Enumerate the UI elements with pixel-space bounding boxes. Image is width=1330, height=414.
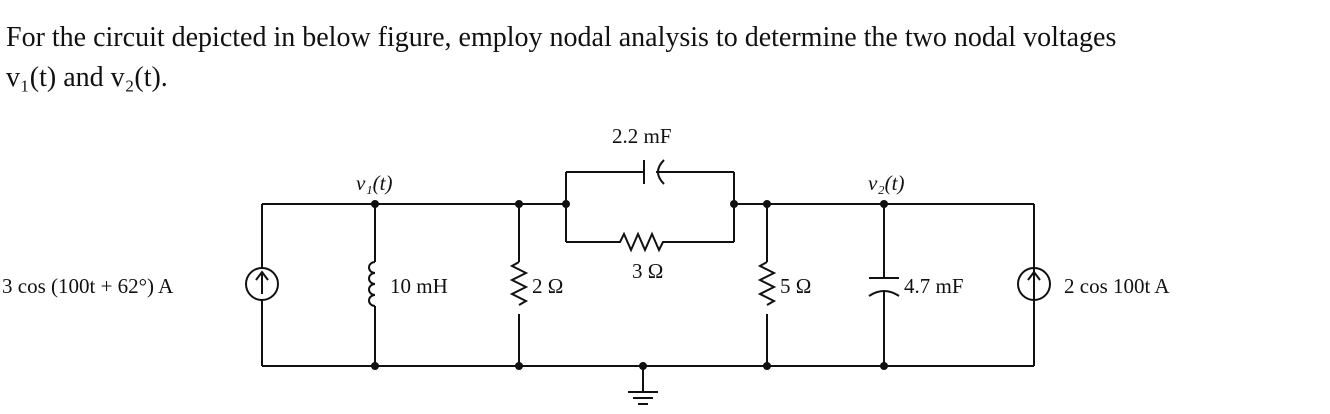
node-v1-label: v₁(t)	[356, 171, 393, 195]
resistor-2-label: 2 Ω	[532, 274, 564, 298]
question-line-1: For the circuit depicted in below figure, employ nodal analysis to determine the two nodal voltages	[6, 22, 1117, 53]
node-dot	[763, 362, 771, 370]
node-dot	[880, 200, 888, 208]
node-dot	[562, 200, 570, 208]
inductor-label: 10 mH	[390, 274, 448, 298]
right-source-label: 2 cos 100t A	[1064, 274, 1170, 298]
node-dot	[880, 362, 888, 370]
right-current-source	[1018, 204, 1050, 366]
capacitor-2-2mf	[566, 160, 734, 184]
resistor-3-label: 3 Ω	[632, 259, 664, 283]
ground-symbol	[628, 366, 658, 404]
resistor-5-ohm	[760, 204, 774, 366]
node-dot	[371, 200, 379, 208]
left-current-source	[246, 204, 278, 366]
node-dot	[371, 362, 379, 370]
inductor-10mh	[369, 204, 375, 366]
node-dot	[515, 362, 523, 370]
node-dot	[763, 200, 771, 208]
capacitor-4-7mf	[869, 204, 899, 366]
resistor-5-label: 5 Ω	[780, 274, 812, 298]
node-dot	[515, 200, 523, 208]
left-source-label: 3 cos (100t + 62°) A	[2, 274, 174, 298]
node-v2-label: v₂(t)	[868, 171, 905, 195]
capacitor-right-label: 4.7 mF	[904, 274, 964, 298]
node-dot	[730, 200, 738, 208]
question-line-2: v₁(t) and v₂(t).	[6, 62, 168, 93]
resistor-2-ohm	[512, 204, 526, 366]
resistor-3-ohm	[566, 234, 734, 250]
capacitor-top-label: 2.2 mF	[612, 124, 672, 148]
node-dot	[639, 362, 647, 370]
